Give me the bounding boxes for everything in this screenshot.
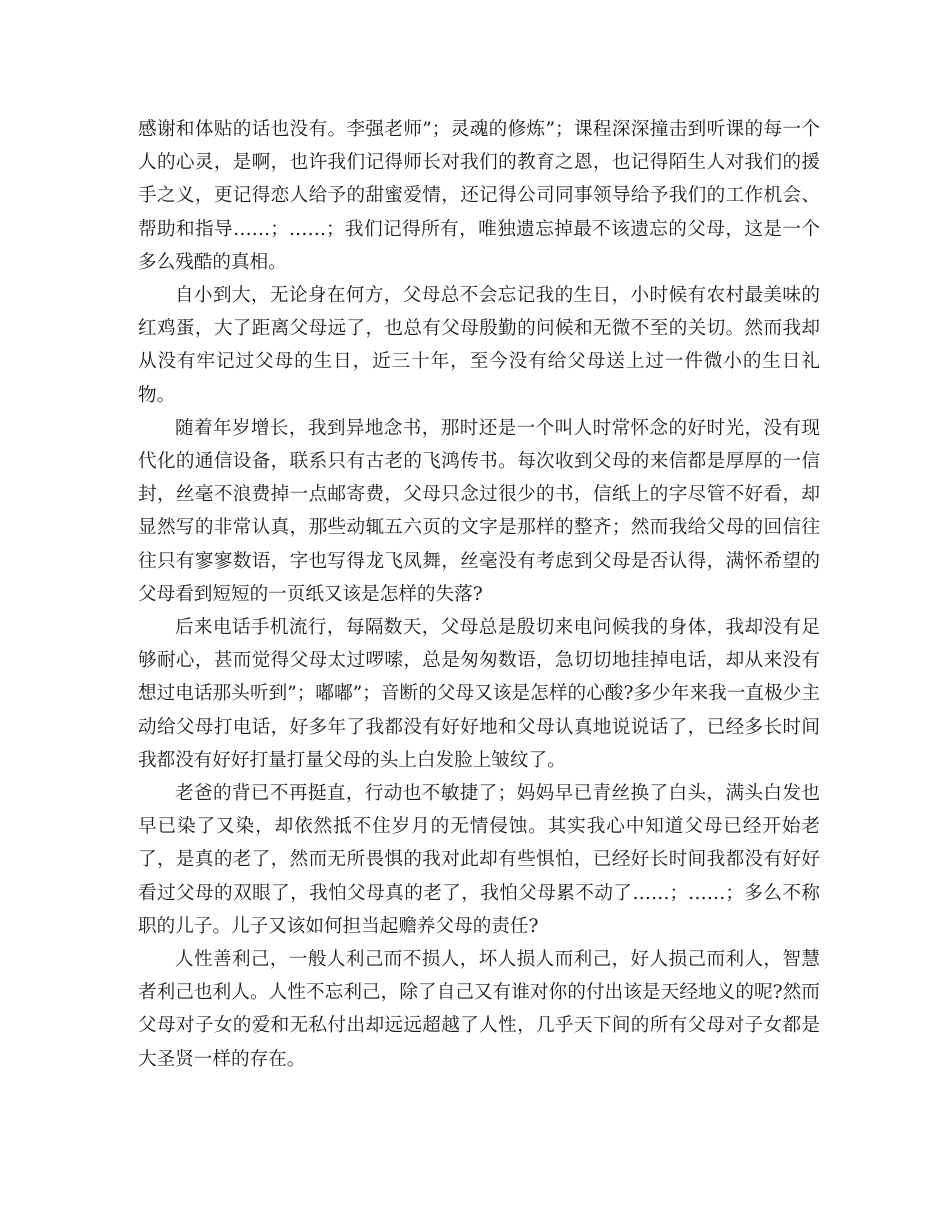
paragraph-2: 自小到大，无论身在何方，父母总不会忘记我的生日，小时候有农村最美味的红鸡蛋，大了距离父母远了，也总有父母殷勤的问候和无微不至的关切。然而我却从没有牢记过父母的生日，近三十年，至今没有给父母送上过一件微小的生日礼物。 (138, 285, 820, 406)
paragraph-5: 老爸的背已不再挺直，行动也不敏捷了；妈妈早已青丝换了白头，满头白发也早已染了又染，却依然抵不住岁月的无情侵蚀。其实我心中知道父母已经开始老了，是真的老了，然而无所畏惧的我对此却有些惧怕，已经好长时间我都没有好好看过父母的双眼了，我怕父母真的老了，我怕父母累不动了……；……；多么不称职的儿子。儿子又该如何担当起赡养父母的责任? (138, 783, 820, 937)
document-body (138, 113, 820, 1076)
paragraph-6: 人性善利己，一般人利己而不损人，坏人损人而利己，好人损己而利人，智慧者利己也利人。人性不忘利己，除了自己又有谁对你的付出该是天经地义的呢?然而父母对子女的爱和无私付出却远远超越了人性，几乎天下间的所有父母对子女都是大圣贤一样的存在。 (138, 949, 820, 1070)
paragraph-1: 感谢和体贴的话也没有。李强老师”；灵魂的修炼”；课程深深撞击到听课的每一个人的心灵，是啊，也许我们记得师长对我们的教育之恩，也记得陌生人对我们的援手之义，更记得恋人给予的甜蜜爱情，还记得公司同事领导给予我们的工作机会、帮助和指导……；……；我们记得所有，唯独遗忘掉最不该遗忘的父母，这是一个多么残酷的真相。 (138, 119, 820, 273)
paragraph-3: 随着年岁增长，我到异地念书，那时还是一个叫人时常怀念的好时光，没有现代化的通信设备，联系只有古老的飞鸿传书。每次收到父母的来信都是厚厚的一信封，丝毫不浪费掉一点邮寄费，父母只念过很少的书，信纸上的字尽管不好看，却显然写的非常认真，那些动辄五六页的文字是那样的整齐；然而我给父母的回信往往只有寥寥数语，字也写得龙飞凤舞，丝毫没有考虑到父母是否认得，满怀希望的父母看到短短的一页纸又该是怎样的失落? (138, 417, 820, 605)
paragraph-4: 后来电话手机流行，每隔数天，父母总是殷切来电问候我的身体，我却没有足够耐心，甚而觉得父母太过啰嗦，总是匆匆数语，急切切地挂掉电话，却从来没有想过电话那头听到”；嘟嘟”；音断的父母又该是怎样的心酸?多少年来我一直极少主动给父母打电话，好多年了我都没有好好地和父母认真地说说话了，已经多长时间我都没有好好打量打量父母的头上白发脸上皱纹了。 (138, 617, 820, 771)
